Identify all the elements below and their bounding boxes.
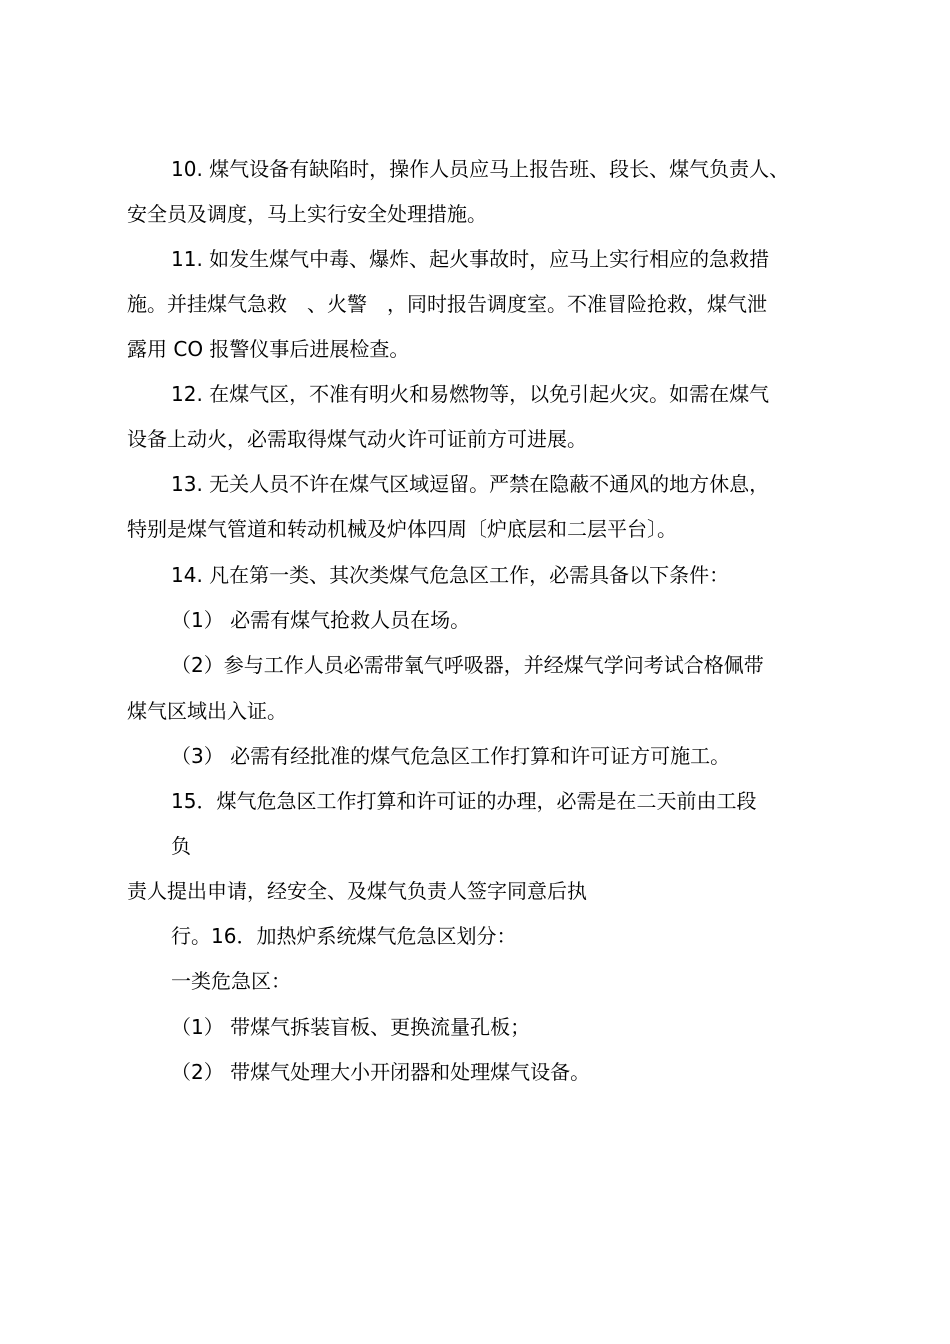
text-line-19: 一类危急区：: [171, 969, 291, 993]
text-line-06: 12. 在煤气区，不准有明火和易燃物等，以免引起火灾。如需在煤气: [171, 382, 770, 406]
text-line-21: （2） 带煤气处理大小开闭器和处理煤气设备。: [171, 1060, 591, 1084]
text-line-18: 行。16．加热炉系统煤气危急区划分：: [171, 924, 517, 948]
text-line-08: 13. 无关人员不许在煤气区域逗留。严禁在隐蔽不通风的地方休息，: [171, 472, 770, 496]
text-line-02: 安全员及调度，马上实行安全处理措施。: [127, 202, 487, 226]
text-line-11: （1） 必需有煤气抢救人员在场。: [171, 608, 471, 632]
text-line-15: 15．煤气危急区工作打算和许可证的办理，必需是在二天前由工段: [171, 789, 757, 813]
text-line-01: 10. 煤气设备有缺陷时，操作人员应马上报告班、段长、煤气负责人、: [171, 157, 790, 181]
text-line-12: （2）参与工作人员必需带氧气呼吸器，并经煤气学问考试合格佩带: [171, 653, 764, 677]
text-line-10: 14. 凡在第一类、其次类煤气危急区工作，必需具备以下条件：: [171, 563, 730, 587]
text-line-04: 施。并挂煤气急救 、火警 ，同时报告调度室。不准冒险抢救，煤气泄: [127, 292, 767, 316]
text-line-13: 煤气区域出入证。: [127, 699, 287, 723]
text-line-03: 11. 如发生煤气中毒、爆炸、起火事故时，应马上实行相应的急救措: [171, 247, 770, 271]
text-line-17: 责人提出申请，经安全、及煤气负责人签字同意后执: [127, 879, 587, 903]
text-line-14: （3） 必需有经批准的煤气危急区工作打算和许可证方可施工。: [171, 744, 731, 768]
text-line-20: （1） 带煤气拆装盲板、更换流量孔板；: [171, 1015, 531, 1039]
text-line-09: 特别是煤气管道和转动机械及炉体四周〔炉底层和二层平台〕。: [127, 517, 677, 541]
text-line-05: 露用 CO 报警仪事后进展检查。: [127, 337, 410, 361]
text-line-07: 设备上动火，必需取得煤气动火许可证前方可进展。: [127, 427, 587, 451]
text-line-16: 负: [171, 834, 191, 858]
